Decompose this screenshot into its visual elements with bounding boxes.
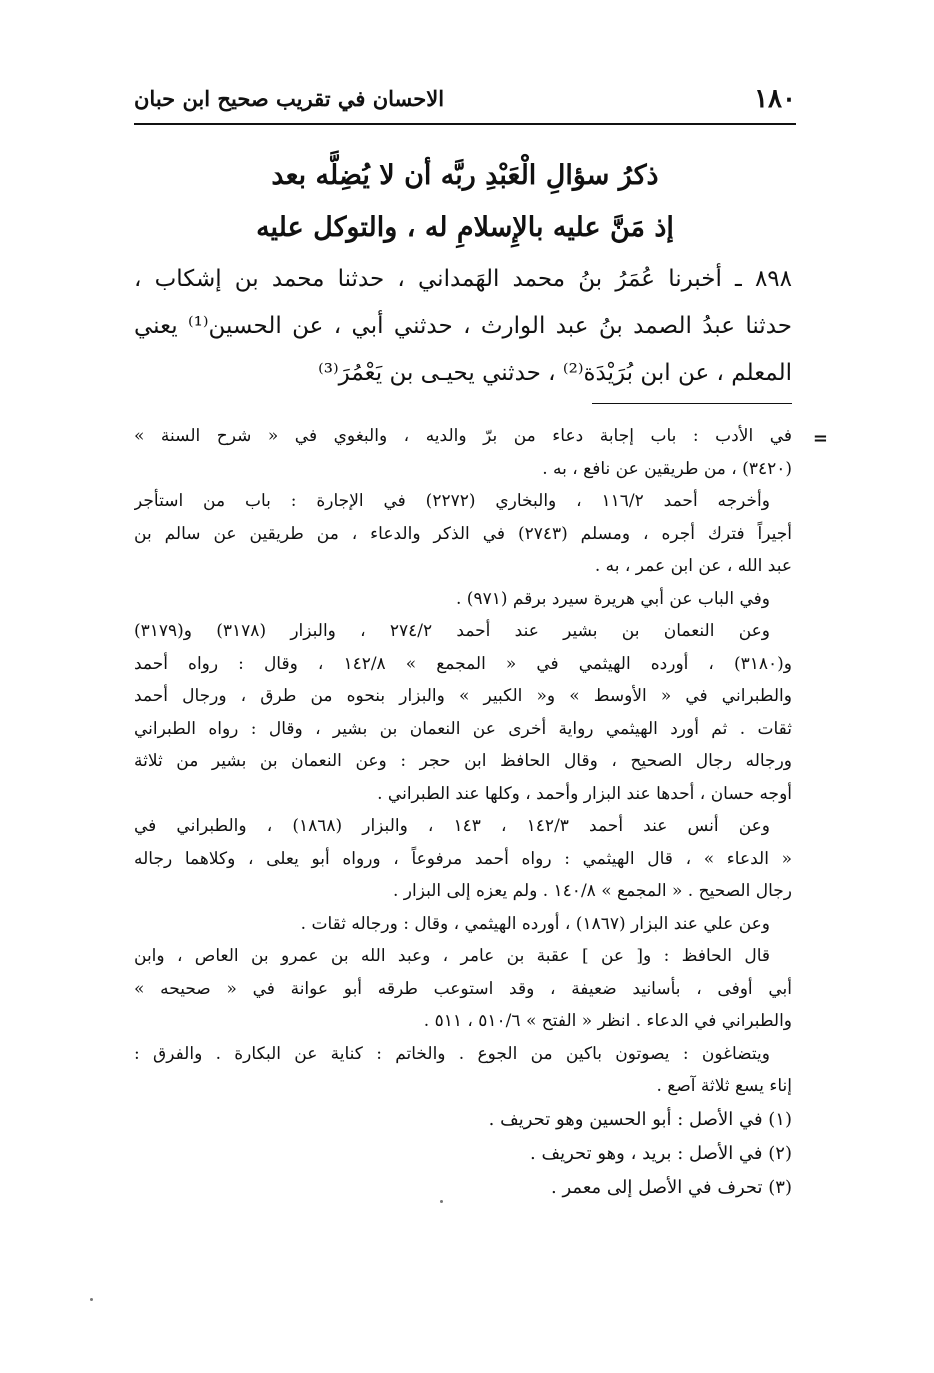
footnote-2: (٢) في الأصل : بريد ، وهو تحريف . xyxy=(530,1142,792,1164)
hadith-text xyxy=(134,256,792,397)
note-line: وأخرجه أحمد ١١٦/٢ ، والبخاري (٢٢٧٢) في الإجارة : باب من استأجر xyxy=(134,491,770,511)
page-header xyxy=(134,80,796,124)
note-line: إناء يسع ثلاثة آصع . xyxy=(656,1076,792,1096)
note-line: ويتضاغون : يصوتون باكين من الجوع . والخاتم : كناية عن البكارة . والفرق : xyxy=(134,1043,770,1064)
note-line: قال الحافظ : و[ عن ] عقبة بن عامر ، وعبد الله بن عمرو بن العاص ، وابن xyxy=(134,946,770,966)
hadith-line: حدثنا عبدُ الصمد بنُ عبد الوارث ، حدثني أبي ، عن الحسين⁽¹⁾ يعني xyxy=(134,313,792,339)
note-line: عبد الله ، عن ابن عمر ، به . xyxy=(594,556,792,576)
chapter-title-line: ذكرُ سؤالِ الْعَبْدِ ربَّه أن لا يُضِلَّه بعد xyxy=(271,160,659,191)
header-rule xyxy=(134,123,796,125)
note-line: أجيراً فترك أجره ، ومسلم (٢٧٤٣) في الذكر والدعاء ، من طريقين عن سالم بن xyxy=(134,523,792,544)
running-title: الاحسان في تقريب صحيح ابن حبان xyxy=(134,86,445,111)
hadith-line: المعلم ، عن ابن بُرَيْدَة⁽²⁾ ، حدثني يحيـى بن يَعْمُرَ⁽³⁾ xyxy=(318,360,792,386)
note-line: والطبراني في « الأوسط » و« الكبير » والبزار بنحوه من طرق ، ورجال أحمد xyxy=(134,686,792,706)
scan-speck xyxy=(90,1298,93,1301)
chapter-title-line: إذ مَنَّ عليه بالإِسلامِ له ، والتوكل عليه xyxy=(256,212,674,243)
note-line: وعن أنس عند أحمد ١٤٢/٣ ، ١٤٣ ، والبزار (١٨٦٨) ، والطبراني في xyxy=(134,816,771,836)
footnote-1: (١) في الأصل : أبو الحسين وهو تحريف . xyxy=(488,1108,792,1130)
note-line: في الأدب : باب إجابة دعاء من برّ والديه ، والبغوي في « شرح السنة » xyxy=(134,426,792,446)
footnotes xyxy=(134,420,792,1205)
hadith-line: ٨٩٨ ـ أخبرنا عُمَرُ بنُ محمد الهَمداني ، حدثنا محمد بن إشكاب ، xyxy=(134,266,792,292)
footnote-3: (٣) تحرف في الأصل إلى معمر . xyxy=(551,1176,792,1198)
page-number: ١٨٠ xyxy=(754,84,796,114)
continuation-mark: = xyxy=(812,428,828,449)
note-line: وفي الباب عن أبي هريرة سيرد برقم (٩٧١) . xyxy=(456,588,770,609)
note-line: أوجه حسان ، أحدها عند البزار وأحمد ، وكلها عند الطبراني . xyxy=(377,783,792,804)
note-line: ورجاله رجال الصحيح ، وقال الحافظ ابن حجر : وعن النعمان بن بشير من ثلاثة xyxy=(134,751,792,771)
note-line: أبي أوفى ، بأسانيد ضعيفة ، وقد استوعب طرقه أبو عوانة في « صحيحه » xyxy=(134,978,792,999)
note-line: ثقات . ثم أورد الهيثمي رواية أخرى عن النعمان بن بشير ، وقال : رواه الطبراني xyxy=(134,718,792,739)
note-line: (٣٤٢٠) ، من طريقين عن نافع ، به . xyxy=(542,458,792,479)
note-line: رجال الصحيح . « المجمع » ١٤٠/٨ . ولم يعزه إلى البزار . xyxy=(392,881,792,901)
note-line: وعن النعمان بن بشير عند أحمد ٢٧٤/٢ ، والبزار (٣١٧٨) و(٣١٧٩) xyxy=(134,621,770,641)
footnote-separator xyxy=(592,403,792,404)
scan-speck xyxy=(440,1200,443,1203)
note-line: وعن علي عند البزار (١٨٦٧) ، أورده الهيثمي ، وقال : ورجاله ثقات . xyxy=(300,913,770,934)
note-line: و(٣١٨٠) ، أورده الهيثمي في « المجمع » ١٤٢/٨ ، وقال : رواه أحمد xyxy=(134,653,792,674)
note-line: « الدعاء » ، قال الهيثمي : رواه أحمد مرفوعاً ، ورواه أبو يعلى ، وكلاهما رجاله xyxy=(134,848,792,869)
note-line: والطبراني في الدعاء . انظر « الفتح » ٥١٠/٦ ، ٥١١ . xyxy=(423,1011,792,1031)
chapter-title xyxy=(134,150,796,254)
